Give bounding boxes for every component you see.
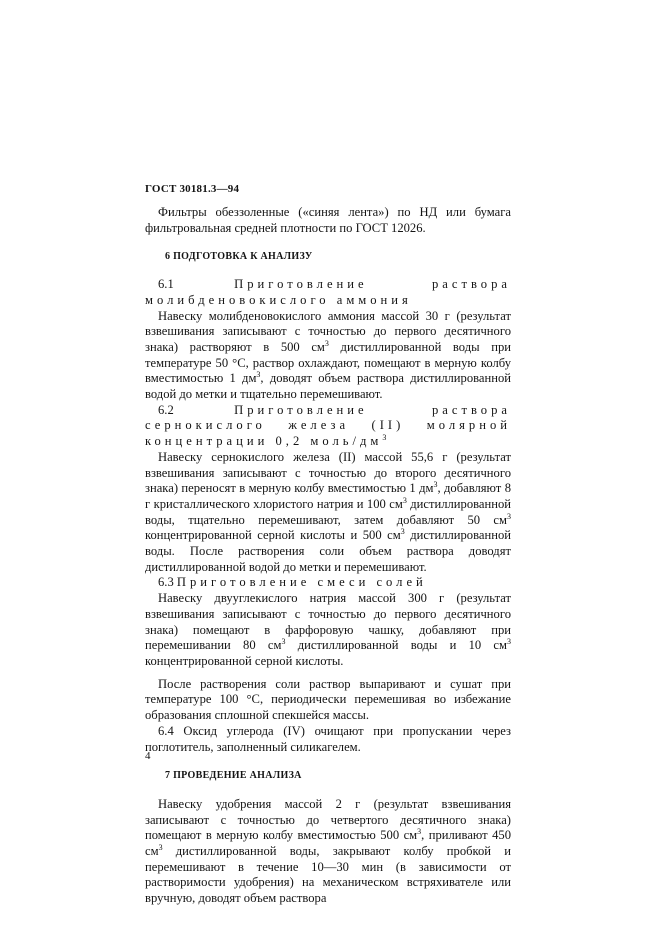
item-6-1-title [145, 277, 511, 308]
item-6-2-number: 6.2 [158, 402, 174, 417]
section-7-heading: 7 ПРОВЕДЕНИЕ АНАЛИЗА [165, 770, 302, 782]
body-text [145, 205, 511, 907]
page-number: 4 [145, 750, 151, 762]
item-6-4-text: 6.4 Оксид углерода (IV) очищают при пропускании через поглотитель, заполненный силикагелем. [145, 723, 511, 754]
item-6-2-title: 6.2 Приготовление раствора сернокислого железа (II) молярной концентрации 0,2 моль/$дм^3$ [145, 402, 511, 449]
item-6-3-heading: Приготовление смеси солей [176, 575, 427, 590]
filters-paragraph: Фильтры обеззоленные («синяя лента») по НД или бумага фильтровальная средней плотности по ГОСТ 12026. [145, 205, 511, 235]
item-6-2-text: Навеску сернокислого железа (II) массой 55,6 г (результат взвешивания записывают с точностью до второго десятичного знака) переносят в мерную колбу вместимостью 1 $дм^3$, добавляют 8 г кристаллического хлористого натрия и 100 $см^3$ дистиллированной воды, тщательно перемешивают, затем добавляют 50 $см^3$ концентрированной серной кислоты и 500 $см^3$ дистиллированной воды. После растворения соли объем раствора доводят дистиллированной водой до метки и перемешивают. [145, 449, 511, 574]
item-6-3-text: Навеску двууглекислого натрия массой 300 г (результат взвешивания записывают с точностью до первого десятичного знака) помещают в фарфоровую чашку, добавляют при перемешивании 80 $см^3$ дистиллированной воды и 10 $см^3$ концентрированной серной кислоты. [145, 591, 511, 668]
item-6-1-text: Навеску молибденовокислого аммония массой 30 г (результат взвешивания записывают с точностью до первого десятичного знака) растворяют в 500 $см^3$ дистиллированной воды при температуре 50 °С, раствор охлаждают, помещают в мерную колбу вместимостью 1 $дм^3$, доводят объем раствора дистиллированной водой до метки и тщательно перемешивают. [145, 308, 511, 402]
standard-code: ГОСТ 30181.3—94 [145, 183, 240, 195]
item-6-1-heading: Приготовление раствора молибденовокислого аммония [145, 277, 511, 307]
item-6-1-number: 6.1 [158, 277, 174, 292]
item-6-3-title [145, 575, 511, 591]
item-6-3-text-2: После растворения соли раствор выпаривают и сушат при температуре 100 °С, периодически перемешивая во избежание образования сплошной спекшейся массы. [145, 676, 511, 723]
section-6-heading: 6 ПОДГОТОВКА К АНАЛИЗУ [165, 251, 313, 263]
item-6-3-number: 6.3 [158, 575, 174, 590]
item-6-2-heading: Приготовление раствора сернокислого железа (II) молярной концентрации 0,2 моль/дм [145, 402, 511, 449]
section-7-text: Навеску удобрения массой 2 г (результат взвешивания записывают с точностью до четвертого десятичного знака) помещают в мерную колбу вместимостью 500 $см^3$, приливают 450 $см^3$ дистиллированной воды, закрывают колбу пробкой и перемешивают в течение 10—30 мин (в зависимости от растворимости удобрения) на механическом встряхивателе или вручную, доводят объем раствора [145, 796, 511, 906]
